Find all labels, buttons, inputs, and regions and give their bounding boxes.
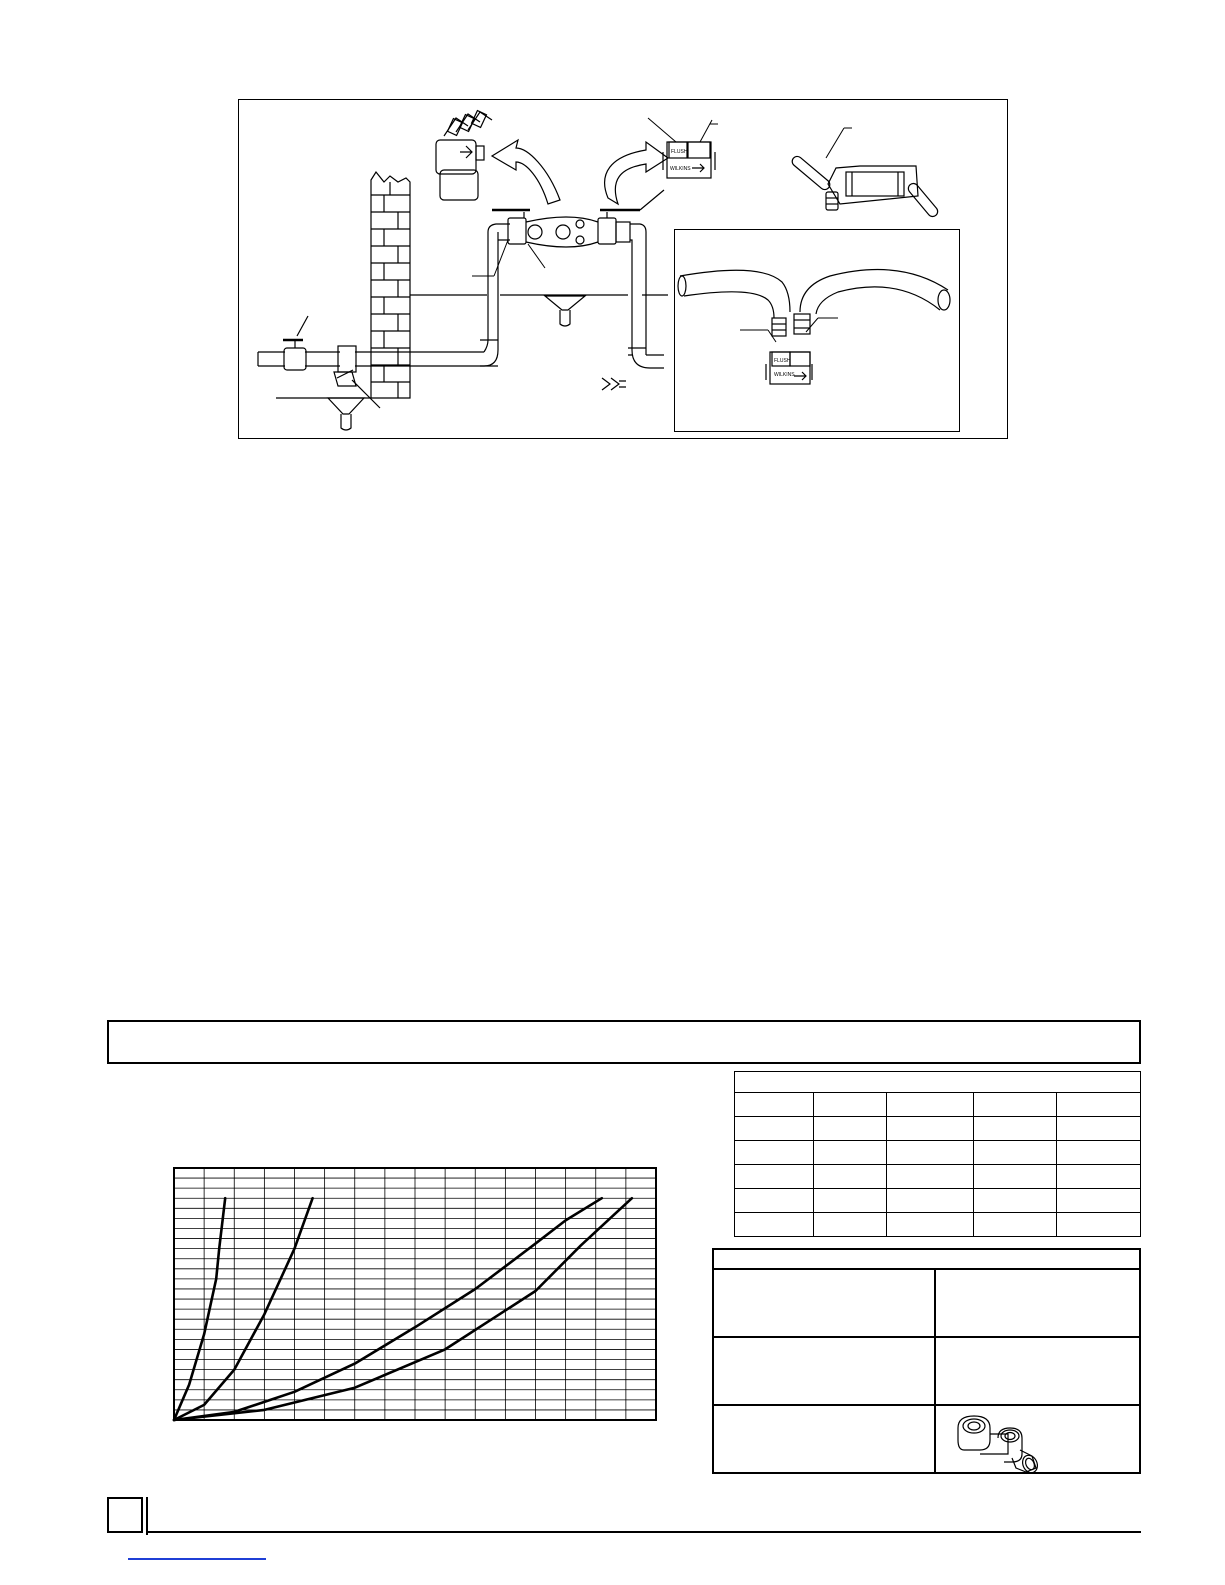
table-row [713,1405,1140,1473]
table-row [713,1337,1140,1405]
inset-flush-label: FLUSH [774,358,791,364]
page-number-box [107,1497,143,1533]
hose-hookup-icon [0,0,1225,450]
footer-link-underline[interactable] [128,1558,266,1560]
table-row [735,1213,1141,1237]
dimensions-table-header [735,1072,1141,1093]
flow-chart [173,1167,658,1422]
table-row [735,1117,1141,1141]
section-banner [107,1020,1141,1064]
table-row [713,1269,1140,1337]
flange-adapter-icon [950,1410,1050,1470]
table-row [735,1141,1141,1165]
footer-rule [146,1531,1141,1533]
flush-cap-brand: WILKINS [670,166,691,172]
dimensions-table [734,1071,1141,1237]
table-row [735,1189,1141,1213]
specs-table [712,1248,1141,1474]
footer-rule-vertical [146,1497,148,1535]
table-row [735,1093,1141,1117]
table-row [735,1165,1141,1189]
flush-cap-label: FLUSH [671,149,688,155]
inset-flush-brand: WILKINS [774,372,795,378]
specs-table-header [713,1249,1140,1269]
